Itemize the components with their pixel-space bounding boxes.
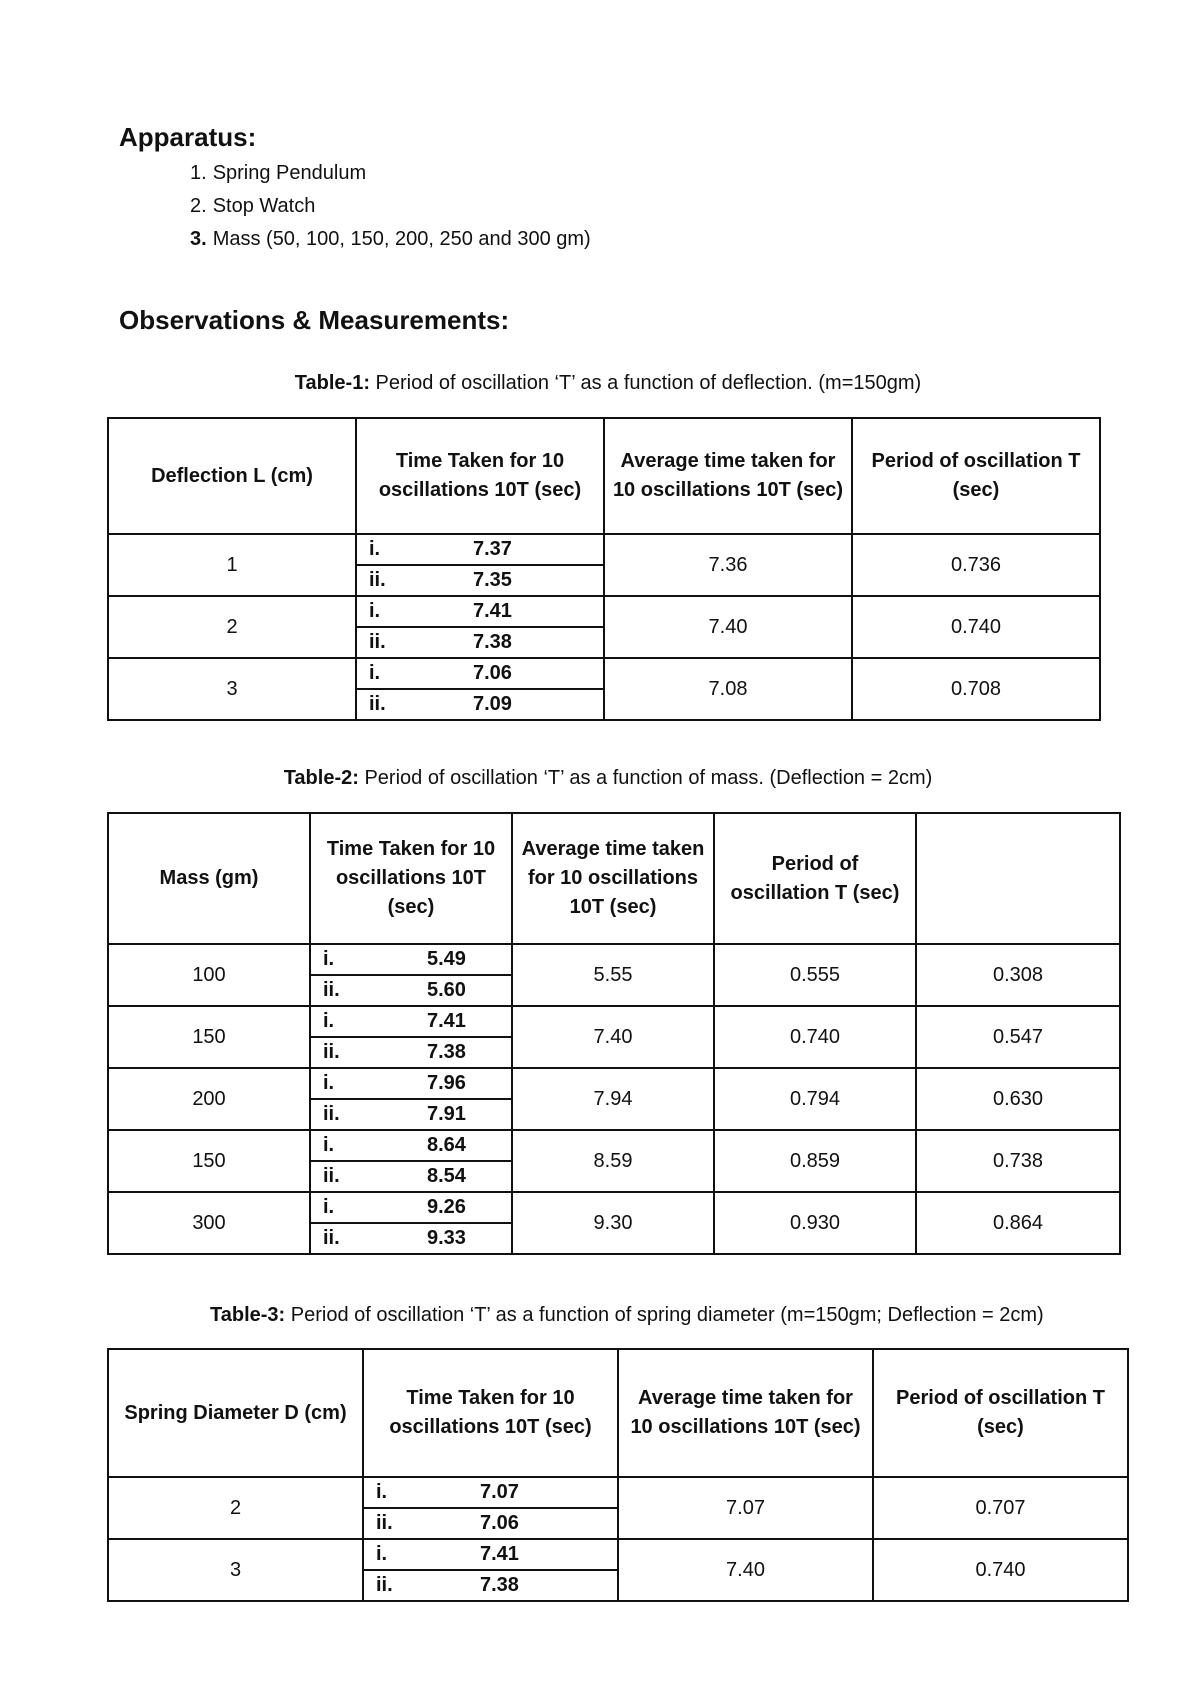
trial-label: i. [357, 535, 449, 565]
table-row [108, 944, 1120, 1006]
apparatus-item-number: 2. [190, 195, 207, 217]
table-1-caption-text: Period of oscillation ‘T’ as a function of deflection. (m=150gm) [370, 372, 922, 394]
trial-value: 7.38 [480, 1574, 519, 1596]
extra-cell: 0.308 [916, 944, 1120, 1006]
header-cell: Time Taken for 10 oscillations 10T (sec) [363, 1349, 618, 1477]
row-value-cell: 3 [108, 1539, 363, 1601]
average-cell: 9.30 [512, 1192, 714, 1254]
average-cell: 7.40 [512, 1006, 714, 1068]
apparatus-item [190, 190, 591, 223]
trial-label: ii. [323, 1041, 340, 1063]
extra-cell: 0.547 [916, 1006, 1120, 1068]
header-cell: Spring Diameter D (cm) [108, 1349, 363, 1477]
table-row [108, 1477, 1128, 1539]
trial-value: 7.07 [456, 1478, 617, 1508]
trial-value: 7.09 [473, 693, 512, 715]
row-value-cell: 2 [108, 1477, 363, 1539]
trial-label: i. [357, 659, 449, 689]
header-cell: Average time taken for 10 oscillations 10T (sec) [604, 418, 852, 534]
apparatus-item-text: Spring Pendulum [212, 162, 367, 184]
trial-value: 8.54 [427, 1165, 466, 1187]
table-row [108, 1006, 1120, 1068]
trials-cell [356, 534, 604, 596]
trial-label: i. [311, 1069, 403, 1099]
trial-value: 7.38 [427, 1041, 466, 1063]
table-3-caption-text: Period of oscillation ‘T’ as a function of spring diameter (m=150gm; Deflection = 2cm) [285, 1304, 1044, 1326]
header-cell [916, 813, 1120, 944]
trial-label: ii. [369, 569, 386, 591]
row-value-cell: 200 [108, 1068, 310, 1130]
table-row [108, 1539, 1128, 1601]
period-cell: 0.859 [714, 1130, 916, 1192]
average-cell: 7.40 [618, 1539, 873, 1601]
trials-cell [310, 944, 512, 1006]
header-cell: Average time taken for 10 oscillations 10T (sec) [512, 813, 714, 944]
trial-value: 7.35 [473, 569, 512, 591]
trial-value: 7.38 [473, 631, 512, 653]
period-cell: 0.740 [714, 1006, 916, 1068]
period-cell: 0.740 [873, 1539, 1128, 1601]
trials-cell [310, 1068, 512, 1130]
trial-value: 7.91 [427, 1103, 466, 1125]
trial-value: 5.49 [403, 945, 511, 975]
table-2-caption-text: Period of oscillation ‘T’ as a function of mass. (Deflection = 2cm) [358, 767, 933, 789]
apparatus-heading: Apparatus: [119, 122, 257, 152]
apparatus-item-text: Mass (50, 100, 150, 200, 250 and 300 gm) [212, 228, 591, 250]
average-cell: 7.36 [604, 534, 852, 596]
table-header-row [108, 418, 1100, 534]
table-row [108, 658, 1100, 720]
trial-label: ii. [323, 979, 340, 1001]
header-cell: Mass (gm) [108, 813, 310, 944]
row-value-cell: 150 [108, 1006, 310, 1068]
table-header-row [108, 1349, 1128, 1477]
header-cell: Period of oscillation T (sec) [852, 418, 1100, 534]
trials-cell [363, 1539, 618, 1601]
period-cell: 0.794 [714, 1068, 916, 1130]
trial-label: ii. [323, 1165, 340, 1187]
trial-value: 9.33 [427, 1227, 466, 1249]
trials-cell [310, 1006, 512, 1068]
average-cell: 8.59 [512, 1130, 714, 1192]
header-cell: Time Taken for 10 oscillations 10T (sec) [356, 418, 604, 534]
trial-label: i. [364, 1540, 456, 1570]
trial-label: i. [311, 1193, 403, 1223]
trial-label: i. [364, 1478, 456, 1508]
trials-cell [310, 1130, 512, 1192]
trial-label: i. [357, 597, 449, 627]
header-cell: Period of oscillation T (sec) [714, 813, 916, 944]
trials-cell [356, 596, 604, 658]
trial-value: 7.41 [456, 1540, 617, 1570]
trial-value: 9.26 [403, 1193, 511, 1223]
table-row [108, 596, 1100, 658]
apparatus-item-number: 3. [190, 228, 207, 250]
period-cell: 0.707 [873, 1477, 1128, 1539]
trial-label: ii. [323, 1103, 340, 1125]
extra-cell: 0.630 [916, 1068, 1120, 1130]
row-value-cell: 300 [108, 1192, 310, 1254]
table-1-caption [0, 372, 1200, 395]
table-row [108, 1068, 1120, 1130]
observations-heading: Observations & Measurements: [119, 305, 510, 335]
trials-cell [356, 658, 604, 720]
row-value-cell: 3 [108, 658, 356, 720]
trials-cell [363, 1477, 618, 1539]
trial-value: 8.64 [403, 1131, 511, 1161]
trials-cell [310, 1192, 512, 1254]
trial-value: 7.37 [449, 535, 603, 565]
period-cell: 0.740 [852, 596, 1100, 658]
trial-label: i. [311, 1131, 403, 1161]
trial-value: 7.41 [449, 597, 603, 627]
apparatus-item [190, 157, 591, 190]
table-2-caption [0, 767, 1200, 790]
average-cell: 7.40 [604, 596, 852, 658]
trial-label: ii. [323, 1227, 340, 1249]
period-cell: 0.555 [714, 944, 916, 1006]
average-cell: 7.94 [512, 1068, 714, 1130]
average-cell: 7.08 [604, 658, 852, 720]
apparatus-item-text: Stop Watch [212, 195, 316, 217]
row-value-cell: 1 [108, 534, 356, 596]
average-cell: 7.07 [618, 1477, 873, 1539]
trial-label: i. [311, 945, 403, 975]
trial-label: ii. [376, 1574, 393, 1596]
trial-value: 7.96 [403, 1069, 511, 1099]
table-2 [107, 812, 1121, 1255]
header-cell: Period of oscillation T (sec) [873, 1349, 1128, 1477]
table-row [108, 1130, 1120, 1192]
header-cell: Time Taken for 10 oscillations 10T (sec) [310, 813, 512, 944]
trial-label: i. [311, 1007, 403, 1037]
table-1 [107, 417, 1101, 721]
header-cell: Average time taken for 10 oscillations 10T (sec) [618, 1349, 873, 1477]
header-cell: Deflection L (cm) [108, 418, 356, 534]
apparatus-list [190, 157, 591, 256]
trial-value: 7.06 [480, 1512, 519, 1534]
table-3 [107, 1348, 1129, 1602]
row-value-cell: 100 [108, 944, 310, 1006]
period-cell: 0.736 [852, 534, 1100, 596]
table-header-row [108, 813, 1120, 944]
period-cell: 0.708 [852, 658, 1100, 720]
table-row [108, 1192, 1120, 1254]
trial-label: ii. [369, 693, 386, 715]
extra-cell: 0.738 [916, 1130, 1120, 1192]
table-3-caption-label: Table-3: [210, 1304, 286, 1326]
table-2-caption-label: Table-2: [283, 767, 359, 789]
apparatus-item-number: 1. [190, 162, 207, 184]
table-1-caption-label: Table-1: [294, 372, 370, 394]
period-cell: 0.930 [714, 1192, 916, 1254]
row-value-cell: 150 [108, 1130, 310, 1192]
trial-value: 5.60 [427, 979, 466, 1001]
trial-label: ii. [376, 1512, 393, 1534]
apparatus-item [190, 223, 591, 256]
row-value-cell: 2 [108, 596, 356, 658]
trial-value: 7.41 [403, 1007, 511, 1037]
trial-label: ii. [369, 631, 386, 653]
table-3-caption [210, 1304, 1044, 1327]
average-cell: 5.55 [512, 944, 714, 1006]
table-row [108, 534, 1100, 596]
extra-cell: 0.864 [916, 1192, 1120, 1254]
trial-value: 7.06 [449, 659, 603, 689]
